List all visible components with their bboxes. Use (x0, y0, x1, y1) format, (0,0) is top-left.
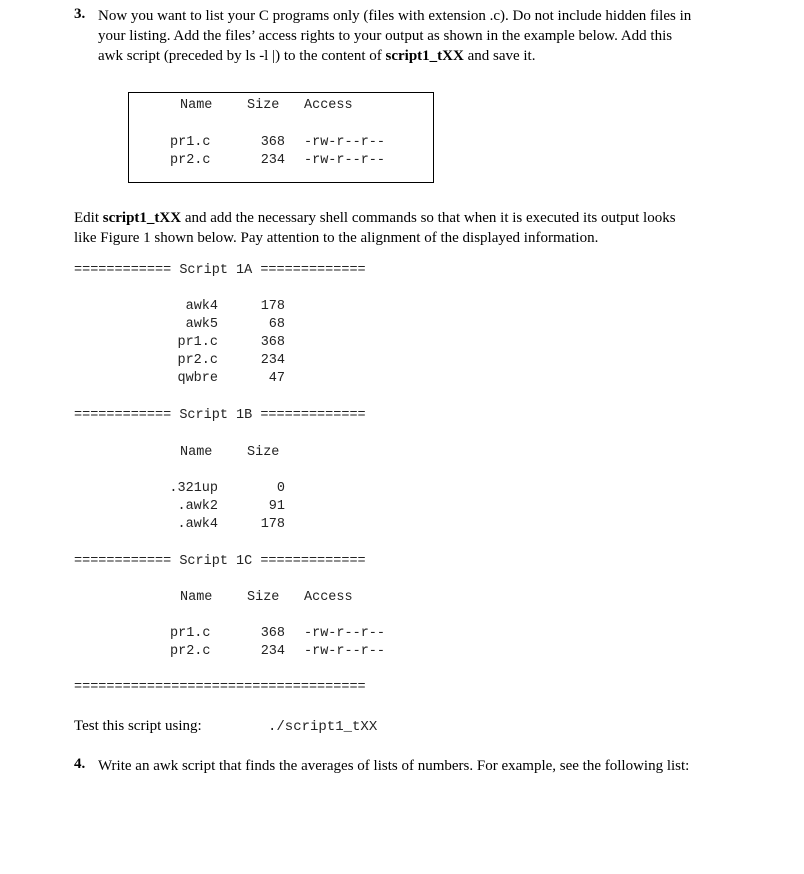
question-3-line-3: awk script (preceded by ls -l |) to the content of script1_tXX and save it. (98, 48, 536, 64)
script-1b-header-name: Name (180, 445, 213, 460)
script-1b-name: .321up (169, 481, 218, 496)
script-1c-size: 368 (260, 626, 285, 641)
question-4-number: 4. (74, 756, 86, 772)
script-1b-size: 91 (268, 499, 285, 514)
script-1a-size: 47 (268, 371, 285, 386)
question-4-text: Write an awk script that finds the averages of lists of numbers. For example, see the following list: (98, 758, 690, 774)
script-1a-size: 234 (260, 353, 285, 368)
script-1a-name: awk5 (185, 317, 218, 332)
separator-script-1a: ============ Script 1A ============= (74, 263, 366, 278)
script-1c-name: pr2.c (170, 644, 211, 659)
script-1a-name: pr2.c (177, 353, 218, 368)
script-1b-header-size: Size (247, 445, 280, 460)
script-1c-header-name: Name (180, 590, 213, 605)
script-filename: script1_tXX (102, 210, 182, 226)
box-row-access: -rw-r--r-- (304, 135, 386, 150)
question-3-line-1: Now you want to list your C programs only (files with extension .c). Do not include hidden files in (98, 8, 692, 24)
script-1c-name: pr1.c (170, 626, 211, 641)
script-1a-size: 68 (268, 317, 285, 332)
script-1a-size: 178 (260, 299, 285, 314)
box-row-name: pr2.c (170, 153, 211, 168)
box-header-size: Size (247, 98, 280, 113)
script-1c-access: -rw-r--r-- (304, 626, 386, 641)
script-1c-header-access: Access (304, 590, 353, 605)
script-1b-name: .awk2 (177, 499, 218, 514)
box-header-access: Access (304, 98, 353, 113)
test-command: ./script1_tXX (268, 719, 378, 735)
script-filename: script1_tXX (385, 48, 464, 64)
script-1a-name: awk4 (185, 299, 218, 314)
script-1c-size: 234 (260, 644, 285, 659)
script-1a-name: pr1.c (177, 335, 218, 350)
script-1a-name: qwbre (177, 371, 218, 386)
question-3-line-2: your listing. Add the files’ access rights to your output as shown in the example below. Add this (98, 28, 673, 44)
box-header-name: Name (180, 98, 213, 113)
script-1c-header-size: Size (247, 590, 280, 605)
box-row-size: 234 (260, 153, 285, 168)
script-1b-name: .awk4 (177, 517, 218, 532)
question-3-text (98, 6, 748, 66)
box-row-name: pr1.c (170, 135, 211, 150)
box-row-access: -rw-r--r-- (304, 153, 386, 168)
box-row-size: 368 (260, 135, 285, 150)
edit-instructions: Edit script1_tXX and add the necessary shell commands so that when it is executed its output looks like Figure 1 shown below. Pay attention to the alignment of the displayed information. (74, 210, 676, 246)
script-1a-size: 368 (260, 335, 285, 350)
script-1c-access: -rw-r--r-- (304, 644, 386, 659)
question-3-number: 3. (74, 6, 86, 22)
separator-end: ==================================== (74, 680, 366, 695)
script-1b-size: 178 (260, 517, 285, 532)
script-1b-size: 0 (276, 481, 285, 496)
separator-script-1c: ============ Script 1C ============= (74, 554, 366, 569)
test-label: Test this script using: (74, 718, 202, 734)
separator-script-1b: ============ Script 1B ============= (74, 408, 366, 423)
